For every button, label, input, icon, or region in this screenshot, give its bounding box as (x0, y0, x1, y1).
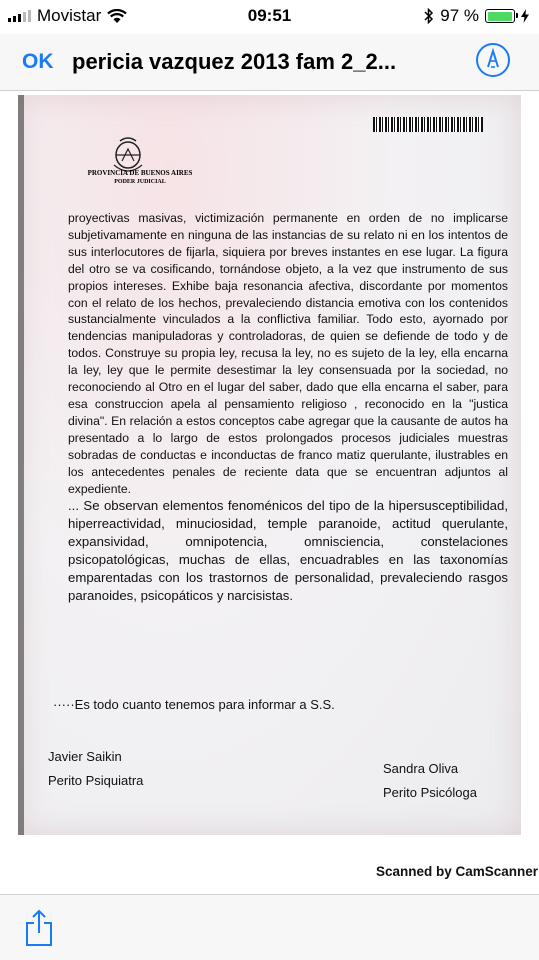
battery-percent: 97 % (440, 6, 479, 25)
signer1-role: Perito Psiquiatra (48, 773, 144, 788)
paragraph-1: proyectivas masivas, victimización permanente en orden de no implicarse subjetivamamente en ninguna de las instancias de su relato ni en los intentos de sus interlocutores de fijarla, siquiera por breves instantes en ese lugar. La figura del otro se va cosificando, tornándose objeto, a la vez que instrumento de sus propios intereses. Exhibe baja resonancia afectiva, discordante por momentos con el relato de los hechos, prevaleciendo distancia emotiva con los contenidos sustancialmente vinculados a la conflictiva familiar. Todo esto, ayornado por tendencias manipuladoras y controladoras, de quien se defiende de todo y de todos. Construye su propia ley, recusa la ley, no es sujeto de la ley, ella encarna la ley, ley que le permite desestimar la ley consensuada por la sociedad, no reconociendo al Otro en el lugar del saber, dado que ella encarna el saber, para esa construccion apela al pensamiento religioso , reconocido en la "justica divina". En relación a estos conceptos cabe agregar que la causante de autos ha presentado a lo largo de estos prolongados procesos judiciales muestras sobradas de conductas e inconductas de franco matiz querulante, ilustrables en los antecedentes penales de reciente data que se encuentran adjuntos al expediente. (68, 211, 508, 496)
signature-block-left (48, 745, 143, 793)
letterhead (70, 169, 210, 187)
signer2-name: Sandra Oliva (383, 761, 459, 776)
signer2-role: Perito Psicóloga (383, 785, 477, 800)
signal-strength-icon (8, 10, 31, 22)
signature-block-right (383, 757, 477, 805)
signer1-name: Javier Saikin (48, 749, 122, 764)
markup-pen-icon[interactable] (475, 42, 511, 78)
navigation-bar (0, 34, 539, 90)
bottom-toolbar (0, 895, 539, 960)
bluetooth-icon (424, 8, 434, 24)
share-icon[interactable] (24, 909, 54, 947)
barcode (373, 117, 483, 132)
document-view[interactable] (0, 91, 539, 894)
status-left (8, 6, 127, 26)
status-right (424, 6, 529, 26)
carrier-name: Movistar (37, 6, 102, 25)
wifi-icon (107, 9, 127, 24)
page-edge-shadow (18, 95, 24, 835)
letterhead-province: PROVINCIA DE BUENOS AIRES (87, 169, 193, 177)
status-bar (0, 0, 539, 34)
clock: 09:51 (247, 6, 292, 25)
camscanner-watermark: Scanned by CamScanner (375, 864, 538, 879)
scanned-page (18, 95, 521, 835)
battery-icon (485, 9, 515, 23)
letterhead-branch: PODER JUDICIAL (114, 179, 166, 185)
paragraph-2: ... Se observan elementos fenoménicos del tipo de la hipersusceptibilidad, hiperreactividad, minuciosidad, temple paranoide, actitud querulante, expansividad, omnipotencia, omnisciencia, constelaciones psicopatológicas, muchas de ellas, encuadrables en las taxonomías emparentadas con los trastornos de personalidad, prevaleciendo rasgos paranoides, psicopáticos y narcisistas. (68, 498, 508, 603)
document-title: pericia vazquez 2013 fam 2_2... (72, 49, 397, 74)
charging-icon (521, 9, 529, 23)
document-body (68, 210, 508, 605)
closing-line: ·····Es todo cuanto tenemos para informar a S.S. (53, 697, 335, 712)
ok-button[interactable]: OK (22, 50, 54, 73)
